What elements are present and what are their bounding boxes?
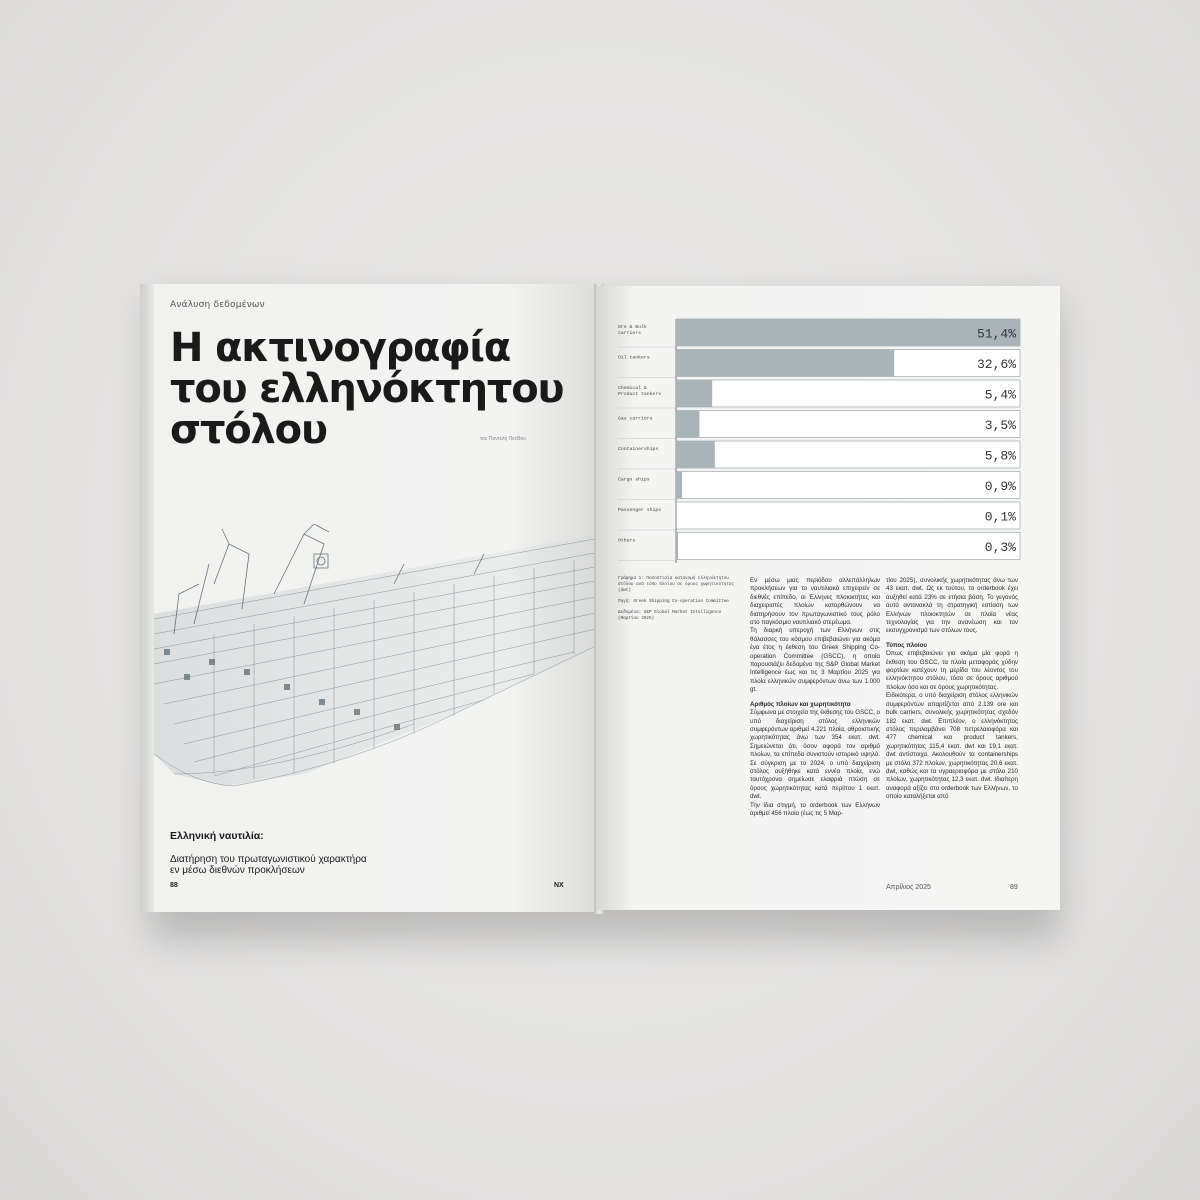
chart-category-label: Chemical & <box>618 386 647 391</box>
section-label: Ανάλυση δεδομένων <box>170 300 265 310</box>
subtitle-heading: Ελληνική ναυτιλία: <box>170 830 264 842</box>
section-heading: Αριθμός πλοίων και χωρητικότητα <box>750 700 851 708</box>
page-number-right: 89 <box>1010 884 1018 891</box>
right-page <box>598 286 1060 910</box>
chart-bar <box>676 411 699 438</box>
chart-bar <box>676 380 712 407</box>
subtitle-text <box>170 854 367 876</box>
paragraph: Σύμφωνα με στοιχεία της έκθεσης του GSCC, ο υπό διαχείριση στόλος ελληνικών συμφερόντων αριθμεί 4.221 πλοία, αθροιστικής χωρητικότητας άνω των 354 εκατ. dwt. Σημειώνεται ότι, όσον αφορά τον αριθμό πλοίων, τα επίπεδα συνιστούν ιστορικό υψηλό. Σε σύγκριση με το 2024, ο υπό διαχείριση στόλος αυξήθηκε κατά εννέα πλοία, ενώ ταυτόχρονα σημείωσε ελαφριά πτώση σε όρους χωρητικότητας κατά περίπου 1 εκατ. dwt. <box>750 709 880 801</box>
fleet-share-bar-chart <box>598 286 1060 576</box>
section-heading: Τύπος πλοίου <box>886 641 927 649</box>
chart-category-label: Ore & Bulk <box>618 325 647 330</box>
chart-bar <box>676 319 1020 346</box>
chart-category-label: Containerships <box>618 447 659 452</box>
paragraph: τίου 2025), συνολικής χωρητικότητας άνω των 43 εκατ. dwt. Ως εκ τούτου, το orderbook έχει αυξηθεί κατά 23% σε ετήσια βάση. Το γεγονός αυτό αντανακλά τη στρατηγική εστίαση των Ελλήνων πλοιοκτητών σε πλοία νέας τεχνολογίας για την ανανέωση και τον εκσυγχρονισμό των στόλων τους. <box>886 577 1018 635</box>
left-page <box>140 284 600 912</box>
title-line: Η ακτινογραφία <box>170 325 511 371</box>
chart-category-label: Others <box>618 538 636 544</box>
article-column-2 <box>886 577 1018 802</box>
chart-category-label: carriers <box>618 331 642 336</box>
chart-row-frame <box>676 472 1020 499</box>
chart-category-label: Product tankers <box>618 392 662 397</box>
chart-category-label: Passenger ships <box>618 508 662 513</box>
title-line: του ελληνόκτητου <box>170 366 564 412</box>
chart-row-frame <box>676 502 1020 529</box>
ship-wireframe-illustration <box>154 524 600 804</box>
paragraph: Όπως επιβεβαιώνει για ακόμα μία φορά η έκθεση του GSCC, τα πλοία μεταφοράς χύδην φορτίων κατέχουν τη μερίδα του λέοντος του ελληνόκτητου στόλου, τόσο σε όρους αριθμού πλοίων όσο και σε όρους χωρητικότητας. <box>886 650 1018 691</box>
paragraph: Την ίδια στιγμή, το orderbook των Ελλήνων αριθμεί 456 πλοία (έως τις 5 Μαρ- <box>750 801 880 817</box>
chart-row-frame <box>676 441 1020 468</box>
chart-category-label: Oil tankers <box>618 355 650 361</box>
chart-row-frame <box>676 380 1020 407</box>
caption-data: Δεδομένα: S&P Global Market Intelligence (Μαρτίου 2025) <box>618 610 722 621</box>
caption-source: Πηγή: Greek Shipping Co-operation Committee <box>618 599 729 604</box>
chart-row-frame <box>676 411 1020 438</box>
chart-category-label: Gas carriers <box>618 416 653 422</box>
paragraph: Τη διαρκή υπεροχή των Ελλήνων στις θάλασσες του κόσμου επιβεβαιώνει για ακόμα ένα έτος η έκθεση του Greek Shipping Co-operation Committee (GSCC), η οποία παρουσιάζει δεδομένα της S&P Global Market Intelligence έως και τις 3 Μαρτίου 2025 για πλοία ελληνικών συμφερόντων άνω των 1.000 gt. <box>750 627 880 694</box>
chart-value-label: 0,1% <box>984 509 1016 525</box>
chart-value-label: 0,3% <box>984 540 1016 555</box>
chart-value-label: 51,4% <box>976 326 1016 342</box>
paragraph: Ειδικότερα, ο υπό διαχείριση στόλος ελληνικών συμφερόντων απαρτίζεται από 2.139 ore και bulk carriers, συνολικής χωρητικότητας σχεδόν 182 εκατ. dwt. Επιπλέον, ο ελληνόκτητος στόλος περιλαμβάνει 708 πετρελαιοφόρα και 477 chemical και product tankers, χωρητικότητας 115,4 εκατ. dwt και 19,1 εκατ. dwt αντίστοιχα. Ακολουθούν τα containerships με στόλο 372 πλοίων, χωρητικότητας 20,6 εκατ. dwt, καθώς και τα υγραεριοφόρα με στόλο 210 πλοίων, χωρητικότητας 12,3 εκατ. dwt. Ιδιαίτερη αναφορά αξίζει στο orderbook των Ελλήνων, το οποίο καταλήξεται από <box>886 692 1018 801</box>
subtitle-line: εν μέσω διεθνών προκλήσεων <box>170 865 305 876</box>
issue-month: Απρίλιος 2025 <box>886 884 931 891</box>
subtitle-line: Διατήρηση του πρωταγωνιστικού χαρακτήρα <box>170 854 367 865</box>
article-title <box>170 325 590 453</box>
magazine-mark: NX <box>554 882 564 889</box>
page-number-left: 88 <box>170 882 178 889</box>
article-column-1 <box>750 577 880 818</box>
chart-bar <box>676 502 677 529</box>
chart-value-label: 0,9% <box>984 479 1016 494</box>
chart-bar <box>676 441 715 468</box>
chart-bar <box>676 350 894 377</box>
chart-value-label: 3,5% <box>984 418 1016 433</box>
caption-text: Γράφημα 1: Ποσοστιαία κατανομή ελληνόκτητου στόλου ανά τύπο πλοίου σε όρους χωρητικότητας (dwt) <box>618 576 735 593</box>
chart-category-label: Cargo ships <box>618 477 650 483</box>
title-line: στόλου <box>170 407 327 453</box>
byline: του Παντελή Πετίδου <box>480 436 526 442</box>
chart-bar <box>676 533 678 560</box>
chart-bar <box>676 472 682 499</box>
paragraph: Εν μέσω μιας περιόδου αλλεπάλληλων προκλήσεων για το ναυτιλιακό επιχειρείν σε διεθνές επίπεδο, οι Έλληνες πλοιοκτήτες και διαχειριστές πλοίων κατορθώνουν να διατηρήσουν τον πρωταγωνιστικό τους ρόλο στο παγκόσμιο ναυτιλιακό στερέωμα. <box>750 577 880 627</box>
chart-value-label: 32,6% <box>976 357 1016 372</box>
chart-caption <box>618 576 738 627</box>
chart-value-label: 5,4% <box>984 387 1016 403</box>
chart-value-label: 5,8% <box>984 448 1016 464</box>
chart-row-frame <box>676 533 1020 560</box>
